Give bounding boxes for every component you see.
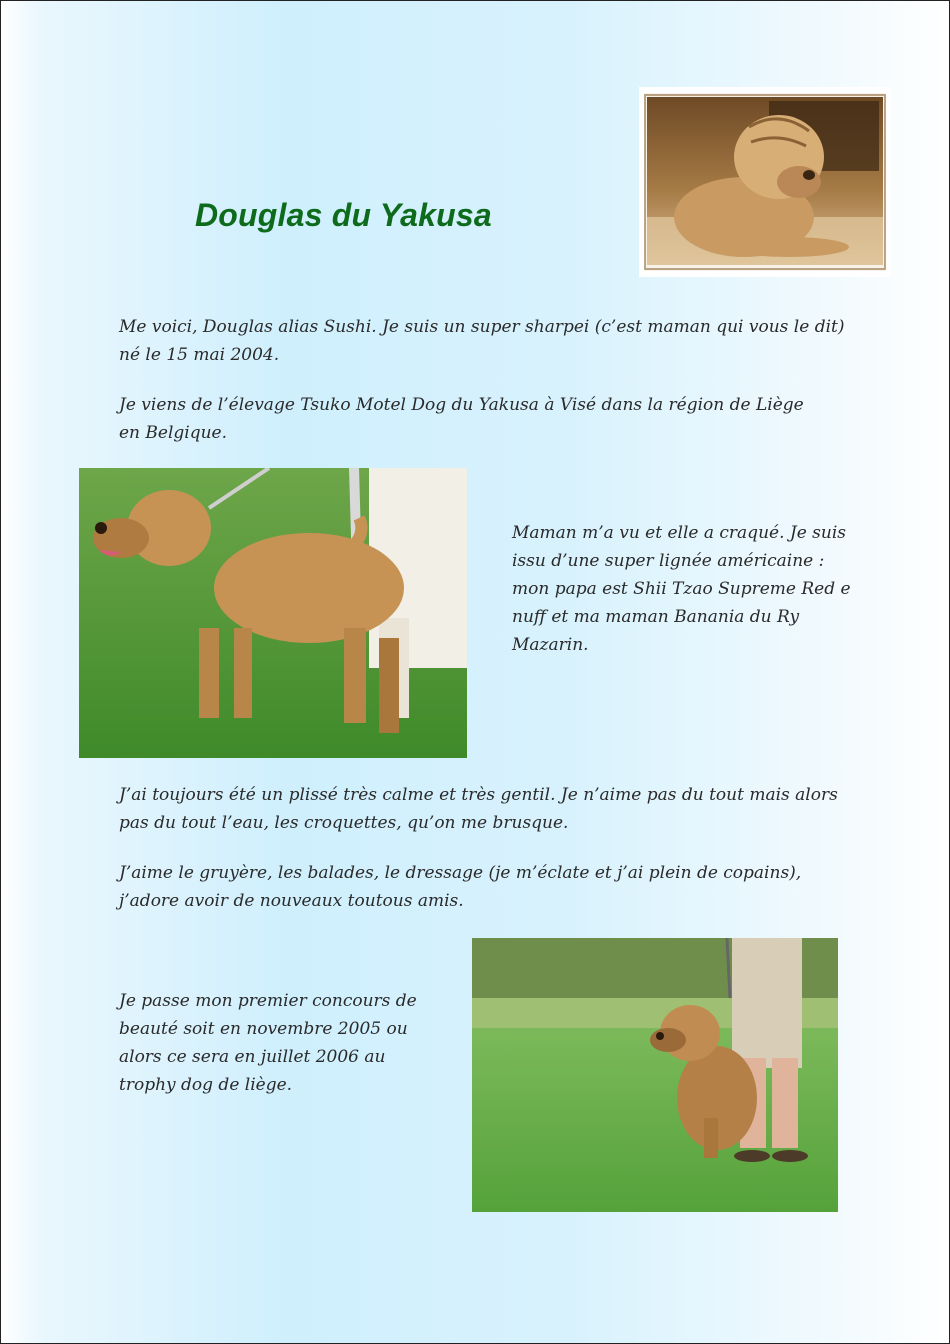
sitting-dog-photo: [472, 938, 838, 1212]
paragraph-contest: Je passe mon premier concours de beauté soit en novembre 2005 ou alors ce sera en juillet 2006 au trophy dog de liège.: [119, 991, 417, 1095]
standing-dog-photo: [79, 468, 467, 758]
sepia-dog-portrait: [639, 87, 891, 277]
paragraph-lineage: Maman m’a vu et elle a craqué. Je suis issu d’une super lignée américaine : mon papa est Shii Tzao Supreme Red e nuff et ma maman Banania du Ry Mazarin.: [512, 523, 851, 655]
paragraph-temper: J’ai toujours été un plissé très calme et très gentil. Je n’aime pas du tout mais alors pas du tout l’eau, les croquettes, qu’on me brusque.: [119, 785, 838, 833]
page-title: Douglas du Yakusa: [195, 197, 492, 233]
paragraph-origin: Je viens de l’élevage Tsuko Motel Dog du Yakusa à Visé dans la région de Liège en Belgique.: [119, 395, 804, 443]
paragraph-likes: J’aime le gruyère, les balades, le dressage (je m’éclate et j’ai plein de copains), j’adore avoir de nouveaux toutous amis.: [119, 863, 802, 911]
paragraph-intro: Me voici, Douglas alias Sushi. Je suis un super sharpei (c’est maman qui vous le dit) né le 15 mai 2004.: [119, 317, 845, 365]
